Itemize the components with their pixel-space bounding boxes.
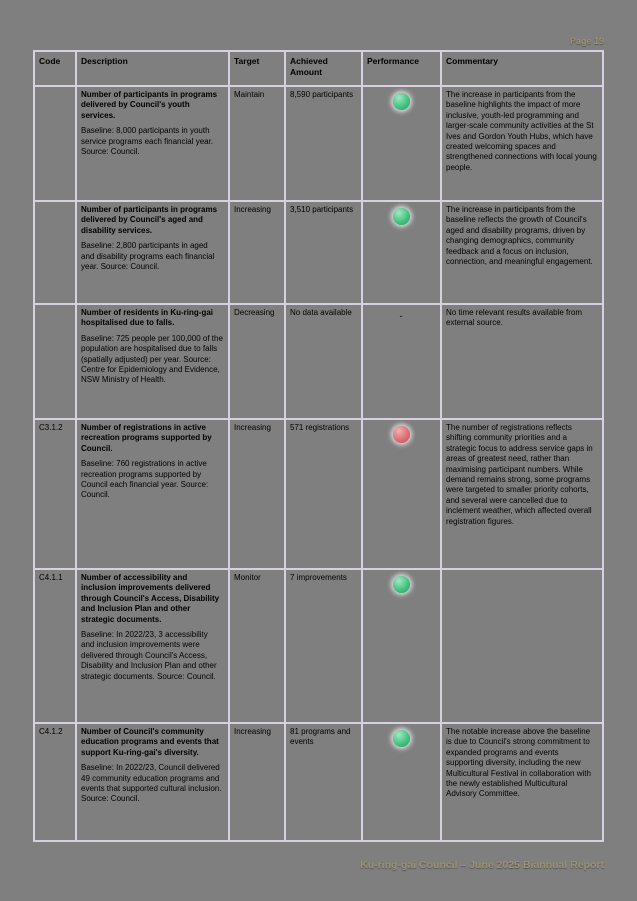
code-cell: C3.1.2 bbox=[34, 419, 76, 569]
status-green-icon bbox=[393, 93, 410, 110]
performance-cell bbox=[362, 569, 441, 723]
performance-cell bbox=[362, 419, 441, 569]
column-header: Achieved Amount bbox=[285, 51, 362, 86]
achieved-amount-cell: 81 programs and events bbox=[285, 723, 362, 841]
achieved-amount-cell: 8,590 participants bbox=[285, 86, 362, 201]
description-title: Number of participants in programs delivered by Council's youth services. bbox=[81, 90, 218, 120]
description-cell bbox=[76, 569, 229, 723]
status-green-icon bbox=[393, 208, 410, 225]
description-title: Number of participants in programs delivered by Council's aged and disability services. bbox=[81, 205, 218, 235]
performance-table bbox=[33, 50, 604, 842]
description-cell bbox=[76, 723, 229, 841]
performance-cell bbox=[362, 304, 441, 419]
description-title: Number of residents in Ku-ring-gai hospitalised due to falls. bbox=[81, 308, 214, 328]
description-baseline: Baseline: 725 people per 100,000 of the population are hospitalised due to falls (spatially adjusted) per year. Source: Centre for Epidemiology and Evidence, NSW Ministry of Health. bbox=[81, 333, 223, 385]
achieved-amount-cell: 7 improvements bbox=[285, 569, 362, 723]
column-header: Performance bbox=[362, 51, 441, 86]
table-row bbox=[34, 723, 603, 841]
commentary-cell: The number of registrations reflects shifting community priorities and a strategic focus to address service gaps in areas of greatest need, rather than maximising participant numbers. While demand remains strong, some programs were targeted to smaller priority cohorts, and several were cancelled due to inclement weather, which affected overall registration figures. bbox=[441, 419, 603, 569]
table-row bbox=[34, 86, 603, 201]
description-baseline: Baseline: 8,000 participants in youth service programs each financial year. Source: Council. bbox=[81, 126, 214, 156]
performance-cell bbox=[362, 86, 441, 201]
commentary-cell bbox=[441, 569, 603, 723]
description-cell bbox=[76, 86, 229, 201]
status-green-icon bbox=[393, 730, 410, 747]
code-cell: C4.1.1 bbox=[34, 569, 76, 723]
description-baseline: Baseline: 2,800 participants in aged and disability programs each financial year. Source: Council. bbox=[81, 241, 215, 271]
commentary-cell: The notable increase above the baseline is due to Council's strong commitment to expanded programs and events supporting diversity, including the new Multicultural Festival in collaboration with the newly established Multicultural Advisory Committee. bbox=[441, 723, 603, 841]
table-row bbox=[34, 304, 603, 419]
column-header: Description bbox=[76, 51, 229, 86]
status-red-icon bbox=[393, 426, 410, 443]
column-header: Code bbox=[34, 51, 76, 86]
table-row bbox=[34, 569, 603, 723]
commentary-cell: No time relevant results available from external source. bbox=[441, 304, 603, 419]
achieved-amount-cell: 571 registrations bbox=[285, 419, 362, 569]
code-cell bbox=[34, 201, 76, 304]
commentary-cell: The increase in participants from the baseline reflects the growth of Council's aged and disability programs, driven by changing demographics, community feedback and a focus on inclusion, connection, and meaningful engagement. bbox=[441, 201, 603, 304]
target-cell: Increasing bbox=[229, 723, 285, 841]
status-green-icon bbox=[393, 576, 410, 593]
performance-cell bbox=[362, 723, 441, 841]
target-cell: Increasing bbox=[229, 419, 285, 569]
description-title: Number of Council's community education programs and events that support Ku-ring-gai's diversity. bbox=[81, 727, 219, 757]
target-cell: Monitor bbox=[229, 569, 285, 723]
commentary-cell: The increase in participants from the baseline highlights the impact of more inclusive, youth-led programming and larger-scale community activities at the St Ives and Gordon Youth Hubs, which have created welcoming spaces and strengthened connections with local young people. bbox=[441, 86, 603, 201]
description-cell bbox=[76, 419, 229, 569]
code-cell: C4.1.2 bbox=[34, 723, 76, 841]
code-cell bbox=[34, 304, 76, 419]
table-header-row bbox=[34, 51, 603, 86]
description-title: Number of accessibility and inclusion improvements delivered through Council's Access, Disability and Inclusion Plan and other strategic documents. bbox=[81, 573, 220, 624]
description-cell bbox=[76, 304, 229, 419]
target-cell: Increasing bbox=[229, 201, 285, 304]
performance-cell bbox=[362, 201, 441, 304]
code-cell bbox=[34, 86, 76, 201]
description-cell bbox=[76, 201, 229, 304]
target-cell: Decreasing bbox=[229, 304, 285, 419]
table-row bbox=[34, 419, 603, 569]
target-cell: Maintain bbox=[229, 86, 285, 201]
no-data-dash: - bbox=[399, 311, 403, 321]
achieved-amount-cell: 3,510 participants bbox=[285, 201, 362, 304]
column-header: Target bbox=[229, 51, 285, 86]
description-baseline: Baseline: 760 registrations in active recreation programs supported by Council each financial year. Source: Council. bbox=[81, 459, 209, 500]
description-baseline: Baseline: In 2022/23, Council delivered 49 community education programs and events that supported cultural inclusion. Source: Council. bbox=[81, 763, 222, 804]
achieved-amount-cell: No data available bbox=[285, 304, 362, 419]
report-footer: Ku-ring-gai Council – June 2025 Biannual Report bbox=[360, 859, 604, 871]
page-number: Page 19 bbox=[569, 36, 604, 46]
description-title: Number of registrations in active recreation programs supported by Council. bbox=[81, 423, 212, 453]
description-baseline: Baseline: In 2022/23, 3 accessibility and inclusion improvements were delivered through Council's Access, Disability and Inclusion Plan and other strategic documents. Source: Council. bbox=[81, 629, 217, 681]
table-row bbox=[34, 201, 603, 304]
column-header: Commentary bbox=[441, 51, 603, 86]
